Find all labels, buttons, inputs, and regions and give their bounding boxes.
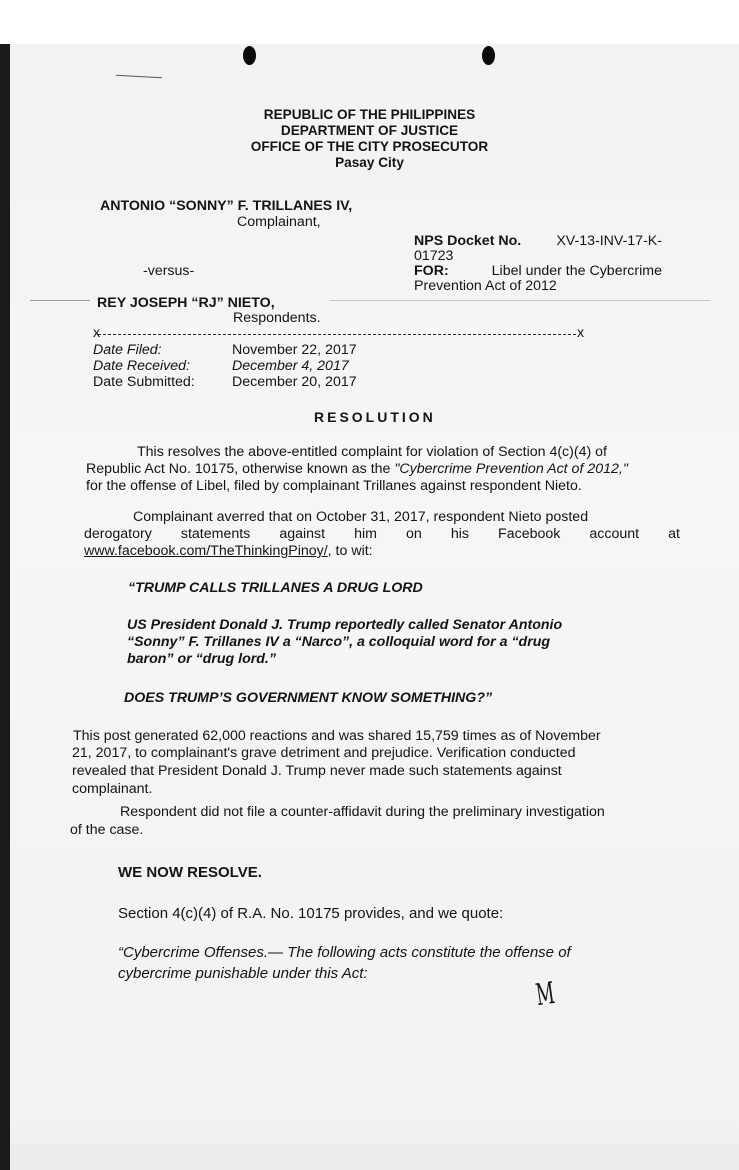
section-intro: Section 4(c)(4) of R.A. No. 10175 provides, and we quote:	[118, 905, 504, 922]
docket-label: NPS Docket No.	[414, 233, 522, 249]
law-quote-line1: “Cybercrime Offenses.— The following acts constitute the offense of	[118, 944, 571, 961]
header-office: OFFICE OF THE CITY PROSECUTOR	[250, 139, 489, 154]
for-text-cont: Prevention Act of 2012	[414, 278, 557, 294]
date-submitted-value: December 20, 2017	[232, 374, 357, 390]
date-filed-label: Date Filed:	[93, 342, 162, 358]
para2-line3	[84, 543, 373, 560]
caption-divider	[98, 334, 576, 335]
header-republic: REPUBLIC OF THE PHILIPPINES	[263, 107, 476, 122]
punch-hole-right	[482, 46, 495, 65]
date-submitted-label: Date Submitted:	[93, 374, 195, 390]
para1-line2	[86, 461, 628, 478]
date-received-value: December 4, 2017	[232, 358, 349, 374]
header-department: DEPARTMENT OF JUSTICE	[280, 123, 459, 138]
para2-line2: derogatory statements against him on his Facebook account at	[84, 526, 680, 542]
para1-line3: for the offense of Libel, filed by complainant Trillanes against respondent Nieto.	[86, 478, 582, 494]
caption-x-left: x	[93, 325, 101, 341]
para3-line2: 21, 2017, to complainant's grave detriment and prejudice. Verification conducted	[72, 745, 576, 761]
facebook-link[interactable]: www.facebook.com/TheThinkingPinoy/	[84, 543, 328, 559]
para3-line1: This post generated 62,000 reactions and was shared 15,759 times as of November	[73, 728, 601, 744]
for-label: FOR:	[414, 263, 449, 279]
complainant-role: Complainant,	[237, 214, 321, 230]
quote-headline: “TRUMP CALLS TRILLANES A DRUG LORD	[128, 580, 423, 596]
caption-x-right: x	[577, 325, 585, 341]
act-title: "Cybercrime Prevention Act of 2012,"	[394, 461, 628, 477]
para3-line3: revealed that President Donald J. Trump never made such statements against	[72, 763, 562, 779]
para1-line1: This resolves the above-entitled complaint for violation of Section 4(c)(4) of	[137, 444, 607, 460]
law-quote-line2: cybercrime punishable under this Act:	[118, 965, 368, 982]
respondent-name: REY JOSEPH “RJ” NIETO,	[97, 295, 275, 311]
resolve-heading: WE NOW RESOLVE.	[118, 864, 262, 881]
quote-body-line1: US President Donald J. Trump reportedly called Senator Antonio	[127, 617, 563, 633]
para4-line2: of the case.	[70, 822, 144, 838]
quote-body-line3: baron” or “drug lord.”	[127, 651, 276, 667]
para2-line1: Complainant averred that on October 31, 2017, respondent Nieto posted	[133, 509, 589, 525]
top-bar	[0, 0, 739, 44]
header-city: Pasay City	[335, 155, 404, 170]
quote-body-line2: “Sonny” F. Trillanes IV a “Narco”, a colloquial word for a “drug	[127, 634, 551, 650]
handwritten-initials: M	[533, 975, 557, 1014]
versus: -versus-	[143, 263, 195, 279]
para4-line1: Respondent did not file a counter-affidavit during the preliminary investigation	[120, 804, 605, 820]
resolution-title: RESOLUTION	[314, 409, 436, 425]
complainant-name: ANTONIO “SONNY” F. TRILLANES IV,	[100, 198, 353, 214]
docket-number-cont: 01723	[414, 248, 454, 264]
para1-line2-text: Republic Act No. 10175, otherwise known as the	[86, 461, 395, 477]
respondent-role: Respondents.	[233, 310, 321, 326]
punch-hole-left	[243, 46, 256, 65]
quote-closing: DOES TRUMP’S GOVERNMENT KNOW SOMETHING?”	[124, 690, 493, 706]
for-text: Libel under the Cybercrime	[491, 263, 662, 279]
scan-smudge	[330, 300, 710, 301]
para3-line4: complainant.	[72, 781, 153, 797]
para2-line3-tail: , to wit:	[327, 543, 373, 559]
docket-number: XV-13-INV-17-K-	[556, 233, 662, 249]
date-received-label: Date Received:	[93, 358, 190, 374]
date-filed-value: November 22, 2017	[232, 342, 357, 358]
scan-smudge	[30, 300, 90, 301]
page-bottom-edge	[10, 1144, 739, 1170]
